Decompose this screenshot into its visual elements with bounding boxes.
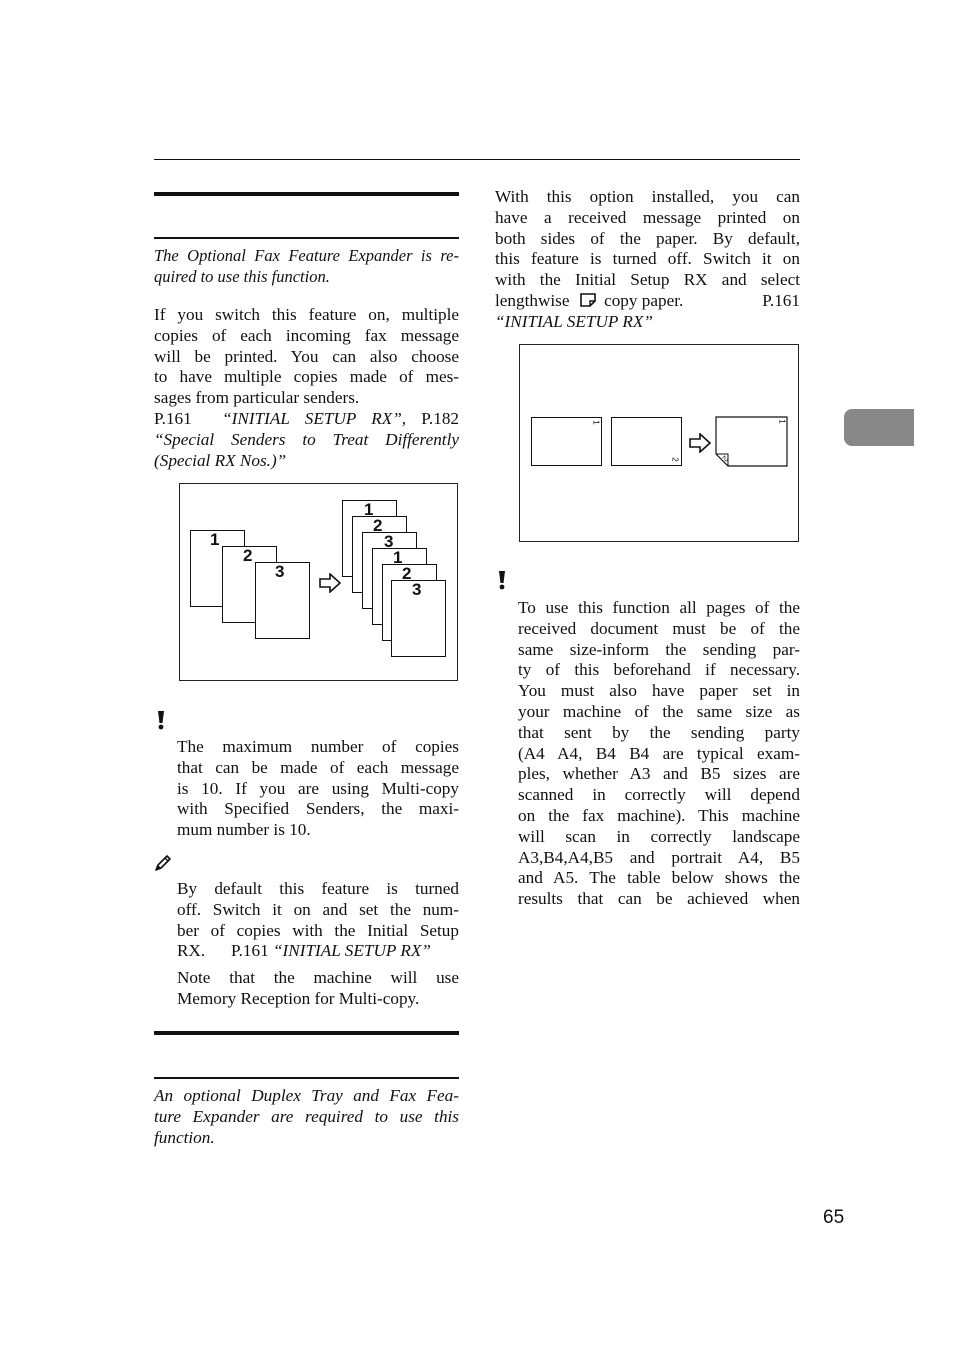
arrow-right-icon xyxy=(318,573,342,593)
duplex-rule-thick xyxy=(154,1031,459,1035)
copy-set-2-num-3: 3 xyxy=(412,580,422,599)
arrow-right-icon xyxy=(688,433,712,453)
duplex-intro-ref-title[interactable]: “INITIAL SETUP RX” xyxy=(495,311,653,331)
multi-copy-limitation: The maximum number of copies that can be made of each message is 10. If you are using Multi-copy with Specified Senders, the maxi- mum number is 10. xyxy=(177,737,459,840)
multi-copy-body: If you switch this feature on, multiple copies of each incoming fax message will be printed. You can also choose to have multiple copies made of mes- sages from particular senders. P.161 “INITIAL SETUP RX”, P.182 “Special Senders to Treat Differently (Special RX Nos.)” xyxy=(154,305,460,470)
copy-set-1-num-3: 3 xyxy=(384,532,394,551)
copy-set-1-num-2: 2 xyxy=(373,516,383,535)
duplex-result-num-2: 2 xyxy=(720,453,730,464)
duplex-intro: With this option installed, you can have a received message printed on both sides of the paper. By default, this feature is turned off. Switch it on with the Initial Setup RX and select lengthwise copy paper. P.161 “INITIAL SETUP RX” xyxy=(495,187,800,331)
page-number: 65 xyxy=(823,1207,845,1228)
duplex-rule-thin xyxy=(154,1077,459,1079)
duplex-result-num-1: 1 xyxy=(777,419,787,424)
original-page-num-3: 3 xyxy=(275,562,285,581)
original-page-num-1: 1 xyxy=(210,530,220,549)
duplex-intro-ref-line: lengthwise copy paper. P.161 xyxy=(495,290,800,310)
section-rule-thick xyxy=(154,192,459,196)
copy-set-1-num-1: 1 xyxy=(364,500,374,519)
duplex-figure xyxy=(519,344,799,542)
chapter-tab xyxy=(844,409,914,446)
duplex-limitation: To use this function all pages of the received document must be of the same size-inform the sending par- ty of this beforehand if necessary. You must also have paper set in your machine of the same size as that sent by the sending party (A4 A4, B4 B4 are typical exam- ples, whether A3 and B5 sizes are scanned in correctly will depend on the fax machine). This machine will scan in correctly landscape A3,B4,A4,B5 and portrait A4, B5 and A5. The table below shows the results that can be achieved when xyxy=(518,598,800,909)
multi-copy-figure xyxy=(179,483,458,681)
copy-set-2-num-1: 1 xyxy=(393,548,403,567)
multi-copy-ref-line: P.161 “INITIAL SETUP RX”, P.182 xyxy=(154,408,460,428)
limitation-icon xyxy=(495,570,509,590)
multi-copy-ref-title[interactable]: “INITIAL SETUP RX” xyxy=(222,408,402,428)
section-rule-thin xyxy=(154,237,459,239)
lengthwise-paper-icon xyxy=(580,293,596,307)
copy-set-2-num-2: 2 xyxy=(402,564,412,583)
duplex-page-num-1: 1 xyxy=(591,420,601,425)
note-ref-title[interactable]: “INITIAL SETUP RX” xyxy=(273,941,431,961)
note-pencil-icon xyxy=(153,853,173,873)
note-ref-line: RX. P.161 “INITIAL SETUP RX” xyxy=(177,941,431,961)
multi-copy-note: By default this feature is turned off. Switch it on and set the num- ber of copies with the Initial Setup RX. P.161 “INITIAL SETUP RX” Note that the machine will use Memory Reception for Multi-copy. xyxy=(177,879,459,1008)
duplex-page-num-2: 2 xyxy=(670,457,680,462)
header-rule xyxy=(154,159,800,160)
multi-copy-requirement: The Optional Fax Feature Expander is re- quired to use this function. xyxy=(154,246,459,286)
limitation-icon xyxy=(154,710,168,730)
duplex-requirement: An optional Duplex Tray and Fax Fea- ture Expander are required to use this function. xyxy=(154,1086,459,1147)
original-page-num-2: 2 xyxy=(243,546,253,565)
multi-copy-ref2[interactable]: “Special Senders to Treat Differently xyxy=(154,429,459,449)
